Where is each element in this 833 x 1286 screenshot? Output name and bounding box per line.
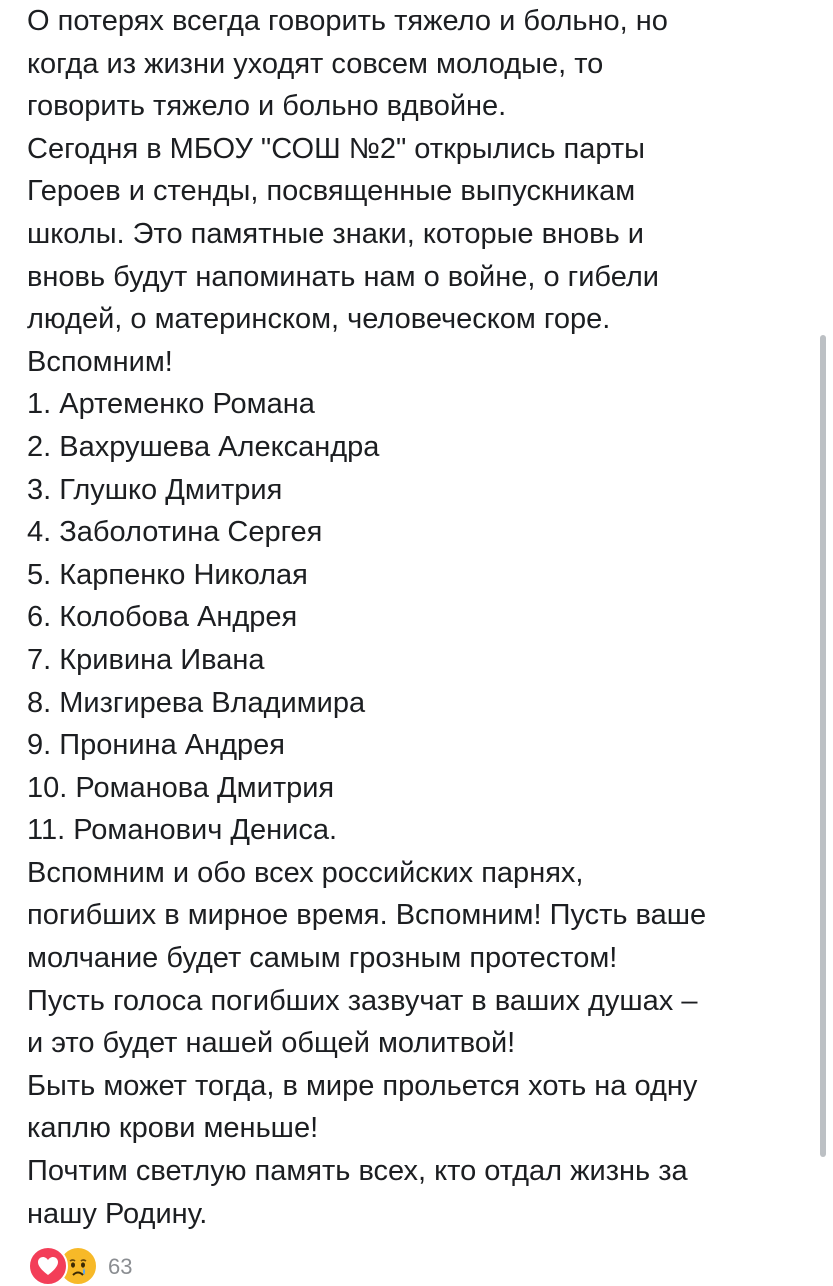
list-item: 4. Заболотина Сергея — [27, 516, 323, 549]
post-line: погибших в мирное время. Вспомним! Пусть ваше — [27, 899, 707, 932]
reactions-summary[interactable] — [28, 1246, 132, 1280]
post-line: Быть может тогда, в мире прольется хоть на одну — [27, 1069, 698, 1102]
post-line: Сегодня в МБОУ "СОШ №2" открылись парты — [27, 132, 645, 165]
post-line: школы. Это памятные знаки, которые вновь и — [27, 217, 644, 250]
post-line: молчание будет самым грозным протестом! — [27, 942, 618, 975]
post-line: когда из жизни уходят совсем молодые, то — [27, 47, 604, 80]
list-item: 2. Вахрушева Александра — [27, 430, 380, 463]
post-line: Пусть голоса погибших зазвучат в ваших душах – — [27, 984, 698, 1017]
post-line: вновь будут напоминать нам о войне, о гибели — [27, 260, 659, 293]
list-item: 1. Артеменко Романа — [27, 388, 315, 421]
post-line: Вспомним и обо всех российских парнях, — [27, 856, 584, 889]
list-item: 5. Карпенко Николая — [27, 558, 308, 591]
list-item: 3. Глушко Дмитрия — [27, 473, 283, 506]
list-item: 7. Кривина Ивана — [27, 643, 265, 676]
post-line: каплю крови меньше! — [27, 1112, 319, 1145]
list-item: 8. Мизгирева Владимира — [27, 686, 366, 719]
post-text — [27, 0, 817, 1235]
love-icon — [28, 1246, 68, 1286]
reaction-count: 63 — [108, 1254, 133, 1279]
list-item: 9. Пронина Андрея — [27, 729, 285, 762]
list-item: 6. Колобова Андрея — [27, 601, 298, 634]
post-line: Героев и стенды, посвященные выпускникам — [27, 175, 636, 208]
post-line: и это будет нашей общей молитвой! — [27, 1027, 516, 1060]
scrollbar[interactable] — [820, 335, 826, 1157]
post-line: людей, о материнском, человеческом горе. — [27, 303, 611, 336]
list-item: 10. Романова Дмитрия — [27, 771, 335, 804]
post-line: Вспомним! — [27, 345, 173, 378]
list-item: 11. Романович Дениса. — [27, 814, 338, 847]
post-line: говорить тяжело и больно вдвойне. — [27, 90, 507, 123]
post-line: нашу Родину. — [27, 1197, 208, 1230]
post-line: О потерях всегда говорить тяжело и больно, но — [27, 5, 668, 37]
post-line: Почтим светлую память всех, кто отдал жизнь за — [27, 1155, 688, 1188]
